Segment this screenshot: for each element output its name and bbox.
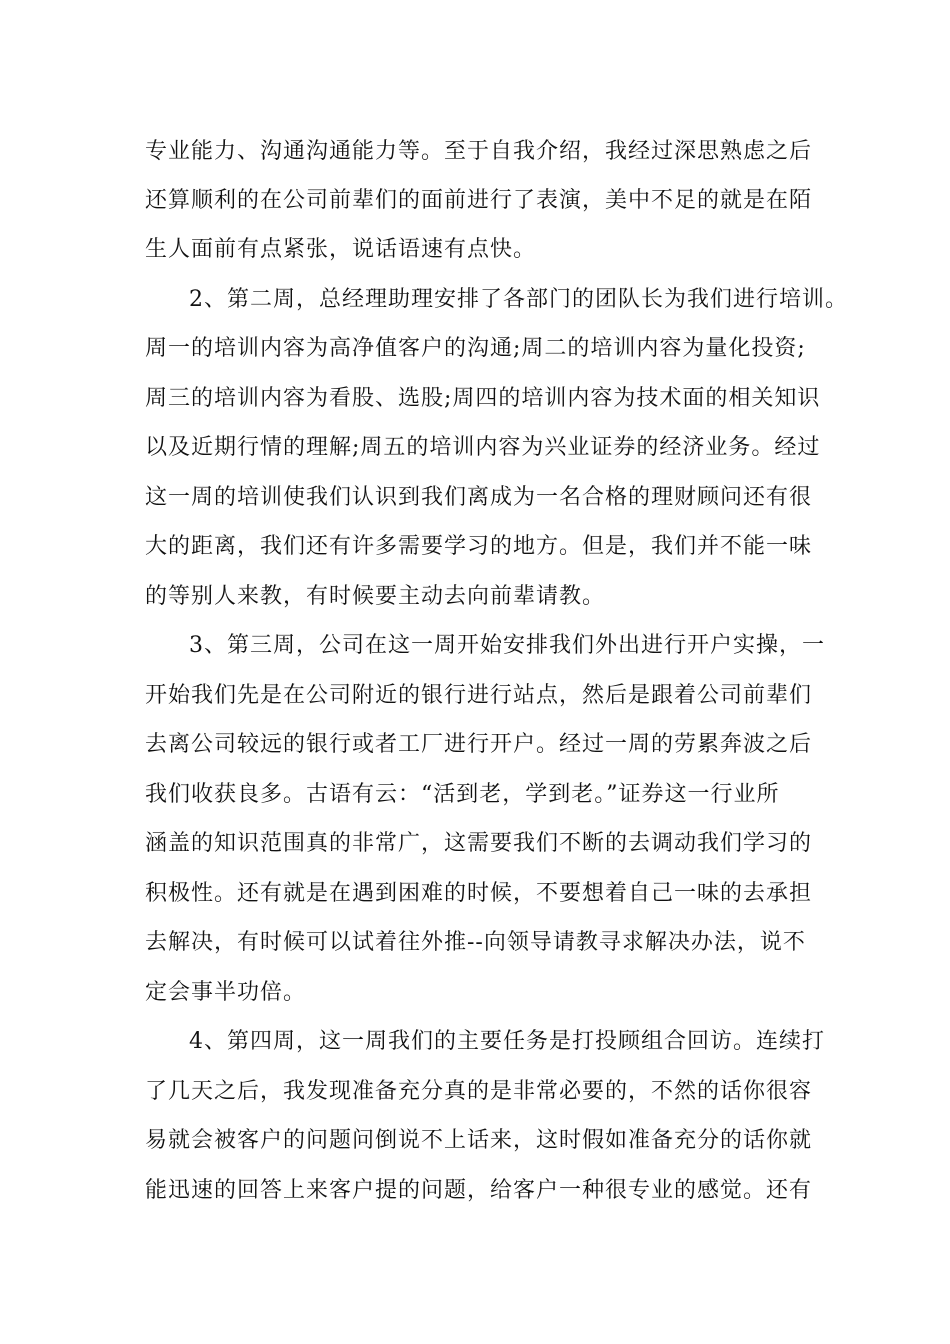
text-line: 开始我们先是在公司附近的银行进行站点，然后是跟着公司前辈们 — [145, 683, 813, 708]
text-line: 以及近期行情的理解;周五的培训内容为兴业证券的经济业务。经过 — [145, 435, 821, 460]
text-line: 能迅速的回答上来客户提的问题，给客户一种很专业的感觉。还有 — [145, 1178, 813, 1203]
text-line: 去离公司较远的银行或者工厂进行开户。经过一周的劳累奔波之后 — [145, 732, 813, 757]
text-line: 周三的培训内容为看股、选股;周四的培训内容为技术面的相关知识 — [145, 386, 821, 411]
text-line: 大的距离，我们还有许多需要学习的地方。但是，我们并不能一味 — [145, 534, 813, 559]
text-line: 生人面前有点紧张，说话语速有点快。 — [145, 237, 537, 262]
paragraph-start-line: 2、第二周，总经理助理安排了各部门的团队长为我们进行培训。 — [189, 287, 848, 312]
text-line: 这一周的培训使我们认识到我们离成为一名合格的理财顾问还有很 — [145, 485, 813, 510]
text-line: 的等别人来教，有时候要主动去向前辈请教。 — [145, 584, 606, 609]
text-line: 周一的培训内容为高净值客户的沟通;周二的培训内容为量化投资; — [145, 336, 806, 361]
text-line: 还算顺利的在公司前辈们的面前进行了表演，美中不足的就是在陌 — [145, 188, 813, 213]
text-line: 专业能力、沟通沟通能力等。至于自我介绍，我经过深思熟虑之后 — [145, 139, 813, 164]
text-line: 积极性。还有就是在遇到困难的时候，不要想着自己一味的去承担 — [145, 881, 813, 906]
text-line: 定会事半功倍。 — [145, 980, 307, 1005]
text-line: 了几天之后，我发现准备充分真的是非常必要的，不然的话你很容 — [145, 1079, 813, 1104]
paragraph-start-line: 3、第三周，公司在这一周开始安排我们外出进行开户实操，一 — [189, 633, 825, 658]
paragraph-start-line: 4、第四周，这一周我们的主要任务是打投顾组合回访。连续打 — [189, 1029, 825, 1054]
text-line: 涵盖的知识范围真的非常广，这需要我们不断的去调动我们学习的 — [145, 831, 813, 856]
text-line: 去解决，有时候可以试着往外推--向领导请教寻求解决办法，说不 — [145, 930, 806, 955]
text-line: 易就会被客户的问题问倒说不上话来，这时假如准备充分的话你就 — [145, 1128, 813, 1153]
text-line: 我们收获良多。古语有云：“活到老，学到老。”证券这一行业所 — [145, 782, 780, 807]
